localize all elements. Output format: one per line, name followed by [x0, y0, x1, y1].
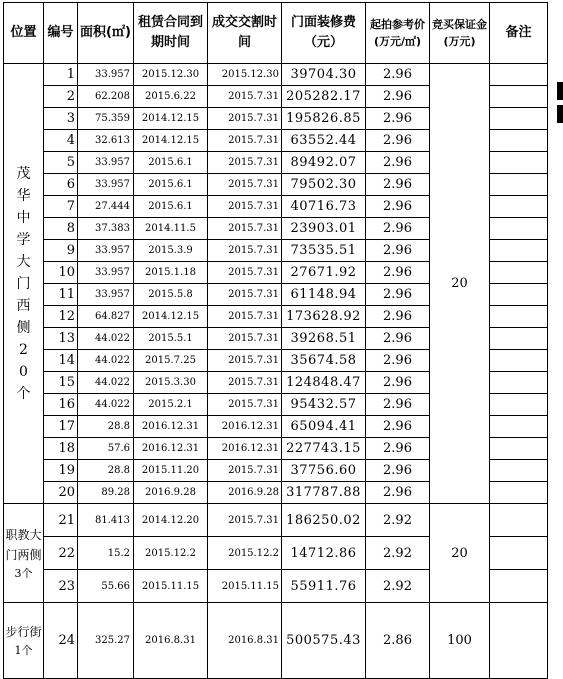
area-cell: 44.022 [78, 350, 134, 372]
area-cell: 81.413 [78, 504, 134, 537]
deal-time-cell: 2015.7.31 [208, 262, 282, 284]
fit-out-fee-cell: 23903.01 [282, 218, 366, 240]
lease-end-cell: 2015.12.30 [134, 64, 208, 86]
remark-cell [490, 196, 548, 218]
location-label: 茂华中学大门西侧20个 [16, 165, 31, 402]
deal-time-cell: 2015.7.31 [208, 284, 282, 306]
start-price-cell: 2.96 [366, 328, 430, 350]
lease-end-cell: 2015.1.18 [134, 262, 208, 284]
start-price-cell: 2.96 [366, 218, 430, 240]
deposit-cell: 20 [430, 64, 490, 504]
edge-mark [557, 105, 563, 123]
header-row [4, 3, 548, 64]
fit-out-fee-cell: 63552.44 [282, 130, 366, 152]
deal-time-cell: 2015.12.30 [208, 64, 282, 86]
row-number: 12 [44, 306, 78, 328]
lease-end-cell: 2015.6.1 [134, 196, 208, 218]
area-cell: 28.8 [78, 460, 134, 482]
start-price-cell: 2.96 [366, 482, 430, 504]
area-cell: 33.957 [78, 152, 134, 174]
header-deal-time: 成交交割时间 [208, 3, 282, 64]
location-count: 3个 [14, 566, 33, 580]
area-cell: 32.613 [78, 130, 134, 152]
row-number: 10 [44, 262, 78, 284]
fit-out-fee-cell: 40716.73 [282, 196, 366, 218]
remark-cell [490, 603, 548, 679]
lease-end-cell: 2015.2.1 [134, 394, 208, 416]
remark-cell [490, 262, 548, 284]
deposit-cell: 20 [430, 504, 490, 603]
lease-end-cell: 2015.5.1 [134, 328, 208, 350]
area-cell: 62.208 [78, 86, 134, 108]
fit-out-fee-cell: 37756.60 [282, 460, 366, 482]
location-cell [4, 64, 44, 504]
lease-end-cell: 2015.11.15 [134, 570, 208, 603]
fit-out-fee-cell: 27671.92 [282, 262, 366, 284]
lease-end-cell: 2015.5.8 [134, 284, 208, 306]
row-number: 9 [44, 240, 78, 262]
remark-cell [490, 328, 548, 350]
start-price-cell: 2.96 [366, 438, 430, 460]
deal-time-cell: 2015.7.31 [208, 372, 282, 394]
deal-time-cell: 2015.11.15 [208, 570, 282, 603]
row-number: 15 [44, 372, 78, 394]
deal-time-cell: 2015.7.31 [208, 196, 282, 218]
location-label: 职教大门两侧 [5, 527, 42, 562]
lease-end-cell: 2015.6.1 [134, 174, 208, 196]
table-row [4, 603, 548, 679]
start-price-cell: 2.96 [366, 86, 430, 108]
header-start-price: 起拍参考价(万元/㎡) [366, 3, 430, 64]
lease-end-cell: 2015.7.25 [134, 350, 208, 372]
fit-out-fee-cell: 173628.92 [282, 306, 366, 328]
remark-cell [490, 537, 548, 570]
area-cell: 33.957 [78, 284, 134, 306]
header-fit-out-fee: 门面装修费（元） [282, 3, 366, 64]
lease-end-cell: 2016.12.31 [134, 416, 208, 438]
start-price-cell: 2.96 [366, 460, 430, 482]
remark-cell [490, 240, 548, 262]
row-number: 3 [44, 108, 78, 130]
area-cell: 89.28 [78, 482, 134, 504]
start-price-cell: 2.86 [366, 603, 430, 679]
start-price-cell: 2.96 [366, 130, 430, 152]
location-cell [4, 504, 44, 603]
remark-cell [490, 372, 548, 394]
deal-time-cell: 2015.7.31 [208, 218, 282, 240]
row-number: 18 [44, 438, 78, 460]
deal-time-cell: 2015.7.31 [208, 504, 282, 537]
lease-end-cell: 2014.11.5 [134, 218, 208, 240]
lease-end-cell: 2014.12.15 [134, 108, 208, 130]
remark-cell [490, 108, 548, 130]
lease-end-cell: 2015.6.1 [134, 152, 208, 174]
lease-end-cell: 2016.8.31 [134, 603, 208, 679]
start-price-cell: 2.96 [366, 108, 430, 130]
start-price-cell: 2.96 [366, 196, 430, 218]
deal-time-cell: 2015.7.31 [208, 86, 282, 108]
fit-out-fee-cell: 61148.94 [282, 284, 366, 306]
fit-out-fee-cell: 205282.17 [282, 86, 366, 108]
start-price-cell: 2.96 [366, 284, 430, 306]
remark-cell [490, 416, 548, 438]
start-price-cell: 2.96 [366, 394, 430, 416]
row-number: 2 [44, 86, 78, 108]
row-number: 5 [44, 152, 78, 174]
row-number: 11 [44, 284, 78, 306]
remark-cell [490, 284, 548, 306]
area-cell: 33.957 [78, 64, 134, 86]
lease-end-cell: 2016.12.31 [134, 438, 208, 460]
deal-time-cell: 2015.7.31 [208, 108, 282, 130]
deal-time-cell: 2015.7.31 [208, 152, 282, 174]
deal-time-cell: 2015.12.2 [208, 537, 282, 570]
fit-out-fee-cell: 89492.07 [282, 152, 366, 174]
start-price-cell: 2.96 [366, 350, 430, 372]
fit-out-fee-cell: 55911.76 [282, 570, 366, 603]
deal-time-cell: 2015.7.31 [208, 240, 282, 262]
area-cell: 15.2 [78, 537, 134, 570]
row-number: 6 [44, 174, 78, 196]
remark-cell [490, 86, 548, 108]
remark-cell [490, 218, 548, 240]
area-cell: 57.6 [78, 438, 134, 460]
remark-cell [490, 394, 548, 416]
header-deposit: 竞买保证金(万元) [430, 3, 490, 64]
lease-auction-table [3, 2, 548, 679]
deal-time-cell: 2016.12.31 [208, 438, 282, 460]
row-number: 23 [44, 570, 78, 603]
row-number: 19 [44, 460, 78, 482]
area-cell: 37.383 [78, 218, 134, 240]
table-row [4, 504, 548, 537]
row-number: 22 [44, 537, 78, 570]
area-cell: 55.66 [78, 570, 134, 603]
start-price-cell: 2.96 [366, 416, 430, 438]
row-number: 1 [44, 64, 78, 86]
area-cell: 64.827 [78, 306, 134, 328]
fit-out-fee-cell: 79502.30 [282, 174, 366, 196]
fit-out-fee-cell: 195826.85 [282, 108, 366, 130]
remark-cell [490, 570, 548, 603]
row-number: 20 [44, 482, 78, 504]
fit-out-fee-cell: 186250.02 [282, 504, 366, 537]
location-cell [4, 603, 44, 679]
header-area: 面积(㎡) [78, 3, 134, 64]
remark-cell [490, 174, 548, 196]
remark-cell [490, 64, 548, 86]
lease-end-cell: 2014.12.15 [134, 130, 208, 152]
fit-out-fee-cell: 95432.57 [282, 394, 366, 416]
fit-out-fee-cell: 500575.43 [282, 603, 366, 679]
row-number: 13 [44, 328, 78, 350]
remark-cell [490, 504, 548, 537]
row-number: 16 [44, 394, 78, 416]
deposit-cell: 100 [430, 603, 490, 679]
deal-time-cell: 2015.7.31 [208, 328, 282, 350]
lease-end-cell: 2015.6.22 [134, 86, 208, 108]
row-number: 7 [44, 196, 78, 218]
remark-cell [490, 130, 548, 152]
remark-cell [490, 152, 548, 174]
area-cell: 44.022 [78, 394, 134, 416]
start-price-cell: 2.92 [366, 570, 430, 603]
row-number: 21 [44, 504, 78, 537]
area-cell: 44.022 [78, 328, 134, 350]
remark-cell [490, 350, 548, 372]
remark-cell [490, 438, 548, 460]
row-number: 14 [44, 350, 78, 372]
fit-out-fee-cell: 35674.58 [282, 350, 366, 372]
remark-cell [490, 460, 548, 482]
row-number: 4 [44, 130, 78, 152]
lease-end-cell: 2014.12.15 [134, 306, 208, 328]
start-price-cell: 2.96 [366, 152, 430, 174]
lease-end-cell: 2015.11.20 [134, 460, 208, 482]
lease-end-cell: 2014.12.20 [134, 504, 208, 537]
deal-time-cell: 2015.7.31 [208, 130, 282, 152]
deal-time-cell: 2016.8.31 [208, 603, 282, 679]
lease-end-cell: 2015.3.30 [134, 372, 208, 394]
area-cell: 27.444 [78, 196, 134, 218]
lease-end-cell: 2015.12.2 [134, 537, 208, 570]
header-location: 位置 [4, 3, 44, 64]
fit-out-fee-cell: 124848.47 [282, 372, 366, 394]
lease-end-cell: 2016.9.28 [134, 482, 208, 504]
start-price-cell: 2.96 [366, 240, 430, 262]
row-number: 17 [44, 416, 78, 438]
area-cell: 33.957 [78, 174, 134, 196]
fit-out-fee-cell: 317787.88 [282, 482, 366, 504]
start-price-cell: 2.96 [366, 262, 430, 284]
start-price-cell: 2.96 [366, 64, 430, 86]
fit-out-fee-cell: 14712.86 [282, 537, 366, 570]
edge-mark [557, 82, 563, 100]
start-price-cell: 2.96 [366, 306, 430, 328]
fit-out-fee-cell: 73535.51 [282, 240, 366, 262]
location-count: 1个 [14, 644, 33, 657]
deal-time-cell: 2015.7.31 [208, 460, 282, 482]
area-cell: 33.957 [78, 262, 134, 284]
lease-end-cell: 2015.3.9 [134, 240, 208, 262]
deal-time-cell: 2015.7.31 [208, 350, 282, 372]
area-cell: 44.022 [78, 372, 134, 394]
header-lease-end: 租赁合同到期时间 [134, 3, 208, 64]
deal-time-cell: 2015.7.31 [208, 174, 282, 196]
table-row [4, 64, 548, 86]
location-label: 步行街 [5, 625, 42, 639]
deal-time-cell: 2016.9.28 [208, 482, 282, 504]
table-body [4, 64, 548, 679]
deal-time-cell: 2016.12.31 [208, 416, 282, 438]
header-number: 编号 [44, 3, 78, 64]
remark-cell [490, 482, 548, 504]
fit-out-fee-cell: 65094.41 [282, 416, 366, 438]
header-remark: 备注 [490, 3, 548, 64]
area-cell: 28.8 [78, 416, 134, 438]
fit-out-fee-cell: 39704.30 [282, 64, 366, 86]
deal-time-cell: 2015.7.31 [208, 306, 282, 328]
start-price-cell: 2.92 [366, 537, 430, 570]
start-price-cell: 2.96 [366, 372, 430, 394]
area-cell: 75.359 [78, 108, 134, 130]
fit-out-fee-cell: 39268.51 [282, 328, 366, 350]
deal-time-cell: 2015.7.31 [208, 394, 282, 416]
start-price-cell: 2.96 [366, 174, 430, 196]
area-cell: 33.957 [78, 240, 134, 262]
fit-out-fee-cell: 227743.15 [282, 438, 366, 460]
start-price-cell: 2.92 [366, 504, 430, 537]
area-cell: 325.27 [78, 603, 134, 679]
row-number: 24 [44, 603, 78, 679]
row-number: 8 [44, 218, 78, 240]
remark-cell [490, 306, 548, 328]
